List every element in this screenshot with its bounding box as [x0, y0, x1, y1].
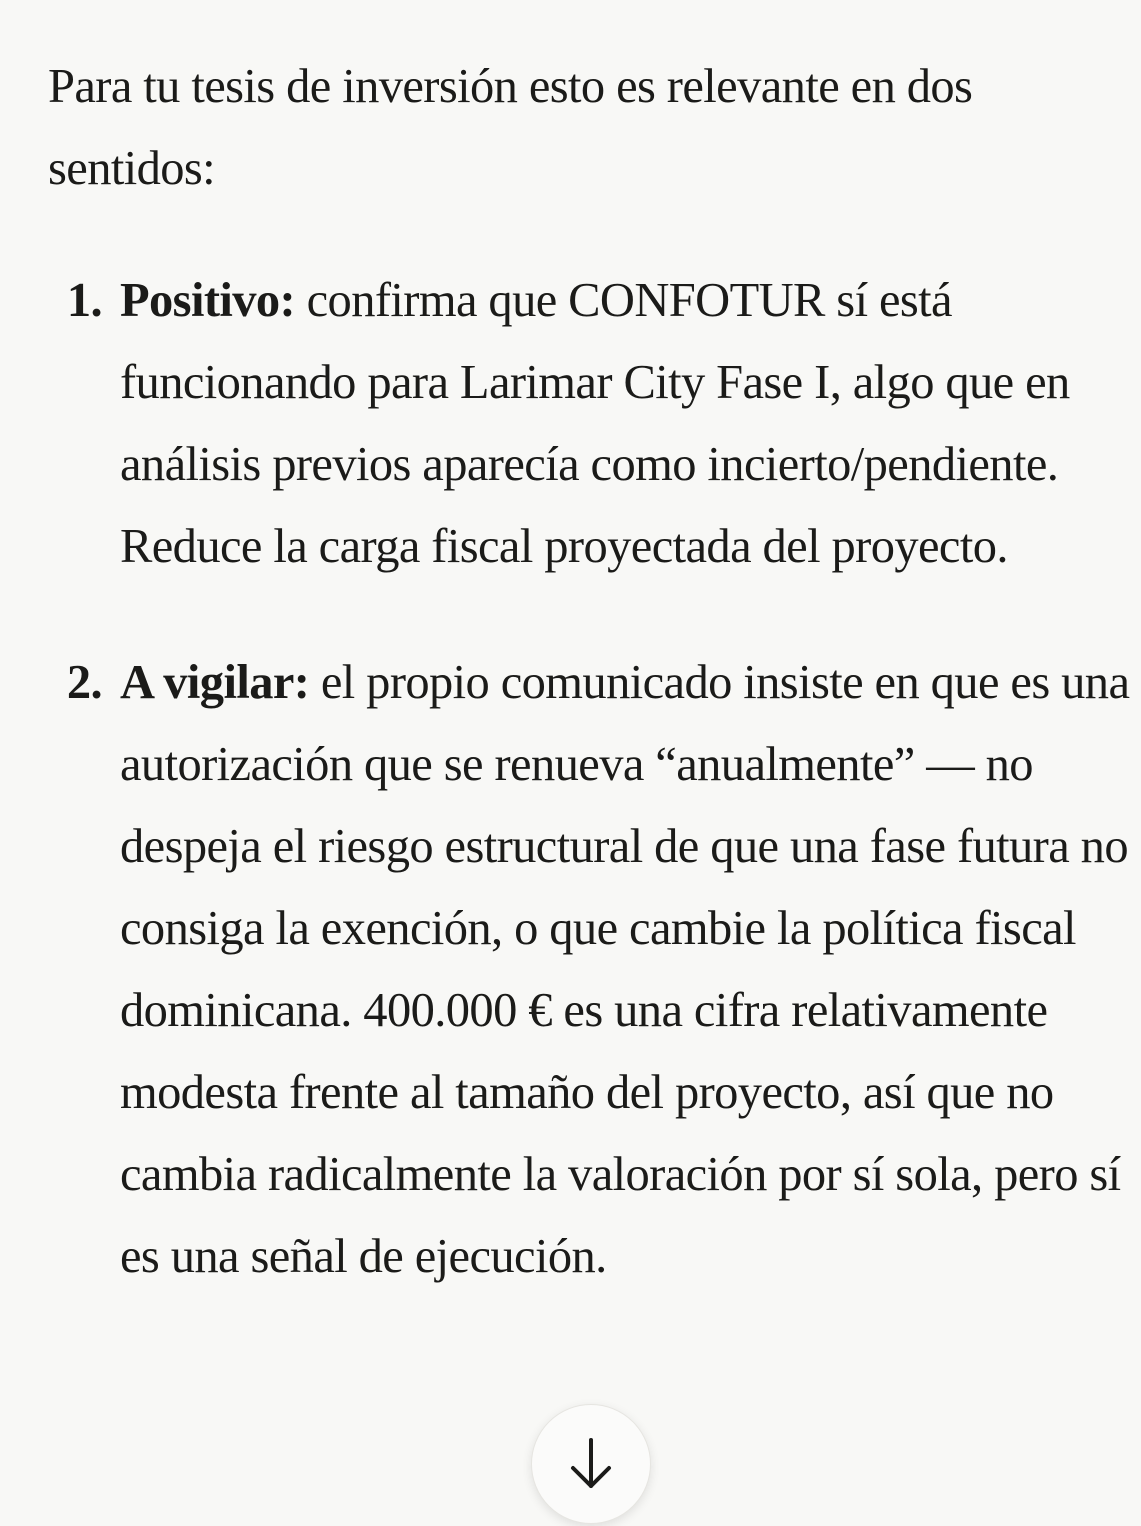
scroll-to-bottom-button[interactable] [531, 1404, 651, 1524]
arrow-down-icon [566, 1436, 616, 1492]
list-number: 1. [66, 274, 102, 327]
numbered-list [48, 260, 1133, 1298]
assistant-message [48, 46, 1133, 1298]
list-number: 2. [66, 656, 102, 709]
list-item-positivo [48, 260, 1133, 588]
list-item-heading: Positivo: [120, 274, 296, 327]
intro-paragraph: Para tu tesis de inversión esto es relevante en dos sentidos: [48, 60, 973, 195]
list-item-a-vigilar [48, 642, 1133, 1298]
list-item-heading: A vigilar: [120, 656, 310, 709]
list-item-text: el propio comunicado insiste en que es una autorización que se renueva “anualmente” — no despeja el riesgo estructural de que una fase futura no consiga la exención, o que cambie la política fiscal dominicana. 400.000 € es una cifra relativamente modesta frente al tamaño del proyecto, así que no cambia radicalmente la valoración por sí sola, pero sí es una señal de ejecución. [120, 656, 1130, 1283]
list-item-text: confirma que CONFOTUR sí está funcionando para Larimar City Fase I, algo que en análisis previos aparecía como incierto/pendiente. Reduce la carga fiscal proyectada del proyecto. [120, 274, 1070, 573]
